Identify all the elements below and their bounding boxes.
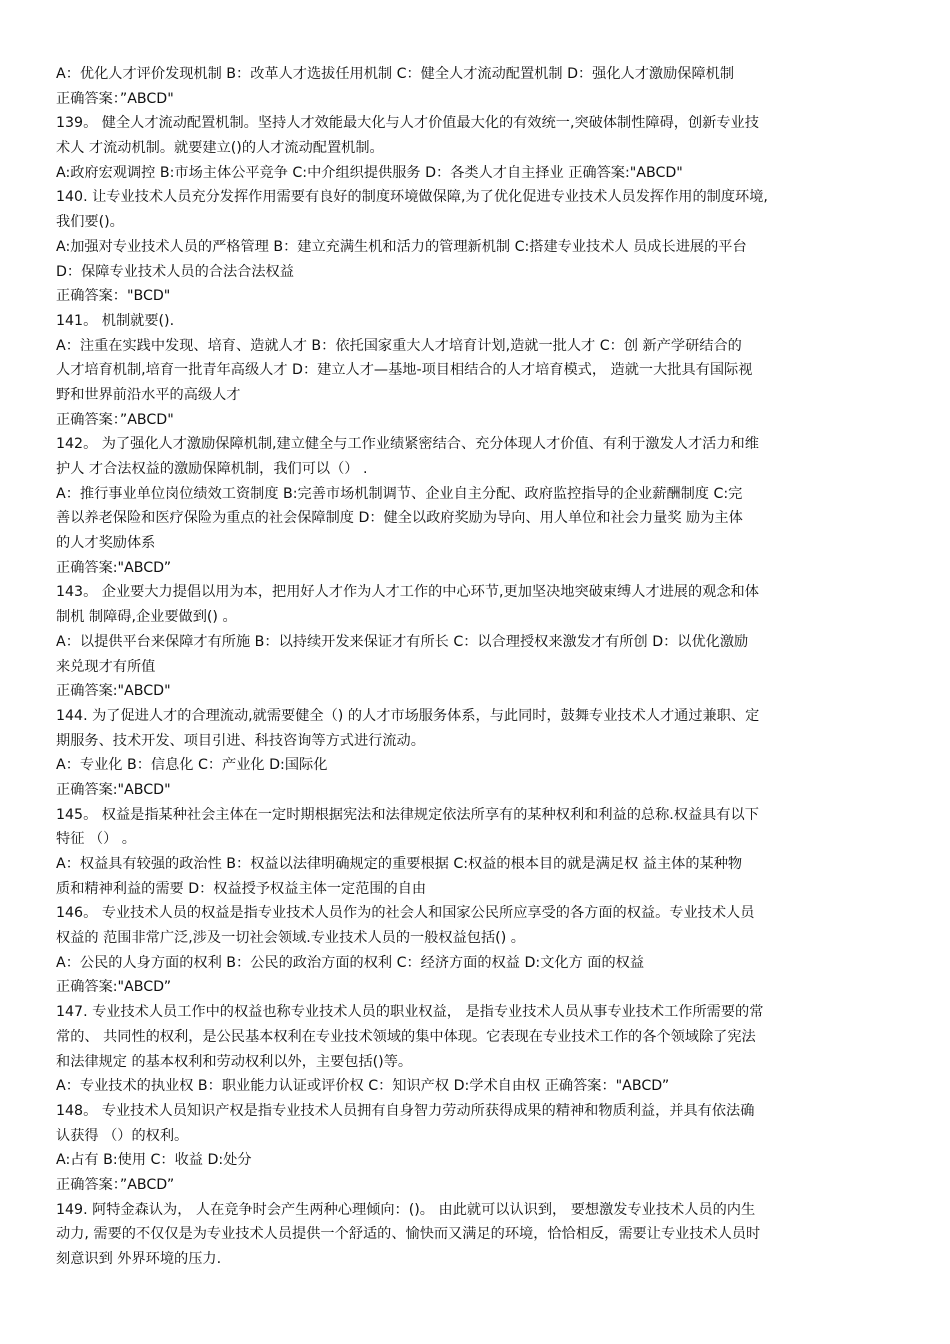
text-line: 正确答案："BCD" xyxy=(56,288,171,305)
text-line: A：注重在实践中发现、培育、造就人才 B：依托国家重大人才培育计划,造就一批人才 C：创 新产学研结合的 xyxy=(56,337,742,354)
text-line: 正确答案：”ABCD" xyxy=(56,411,174,428)
text-line: 人才培育机制,培育一批青年高级人才 D：建立人才—基地-项目相结合的人才培育模式， 造就一大批具有国际视 xyxy=(56,362,753,379)
text-line: 认获得 （）的权利。 xyxy=(56,1127,189,1144)
text-line: 145。 权益是指某种社会主体在一定时期根据宪法和法律规定依法所享有的某种权利和利益的总称.权益具有以下 xyxy=(56,806,759,823)
text-line: D：保障专业技术人员的合法合法权益 xyxy=(56,263,294,280)
text-line: A:加强对专业技术人员的严格管理 B：建立充满生机和活力的管理新机制 C:搭建专业技术人 员成长进展的平台 xyxy=(56,238,747,255)
text-line: 147. 专业技术人员工作中的权益也称专业技术人员的职业权益， 是指专业技术人员从事专业技术工作所需要的常 xyxy=(56,1004,764,1021)
text-line: 142。 为了强化人才激励保障机制,建立健全与工作业绩紧密结合、充分体现人才价值、有利于激发人才活力和维 xyxy=(56,436,759,453)
text-line: 特征 （） 。 xyxy=(56,831,136,848)
text-line: A：专业化 B：信息化 C：产业化 D:国际化 xyxy=(56,757,328,774)
text-line: A：以提供平台来保障才有所施 B：以持续开发来保证才有所长 C：以合理授权来激发才有所创 D：以优化激励 xyxy=(56,633,749,650)
text-line: 正确答案:"ABCD" xyxy=(56,683,171,700)
text-line: A：专业技术的执业权 B：职业能力认证或评价权 C：知识产权 D:学术自由权 正确答案："ABCD” xyxy=(56,1078,670,1095)
text-line: 护人 才合法权益的激励保障机制，我们可以（） . xyxy=(56,461,368,477)
text-line: 和法律规定 的基本权利和劳动权利以外，主要包括()等。 xyxy=(56,1053,413,1070)
text-line: 动力, 需要的不仅仅是为专业技术人员提供一个舒适的、愉快而又满足的环境，恰恰相反，需要让专业技术人员时 xyxy=(56,1226,761,1243)
text-line: 正确答案:"ABCD” xyxy=(56,979,172,996)
text-line: A：推行事业单位岗位绩效工资制度 B:完善市场机制调节、企业自主分配、政府监控指导的企业薪酬制度 C:完 xyxy=(56,485,743,502)
text-line: 来兑现才有所值 xyxy=(56,658,156,675)
text-line: A:占有 B:使用 C：收益 D:处分 xyxy=(56,1152,252,1169)
text-line: A：优化人才评价发现机制 B：改革人才选拔任用机制 C：健全人才流动配置机制 D：强化人才激励保障机制 xyxy=(56,66,735,82)
text-line: 141。 机制就要(). xyxy=(56,312,175,329)
text-line: 刻意识到 外界环境的压力. xyxy=(56,1251,222,1267)
text-line: 140. 让专业技术人员充分发挥作用需要有良好的制度环境做保障,为了优化促进专业技术人员发挥作用的制度环境, xyxy=(56,189,768,206)
text-line: 144. 为了促进人才的合理流动,就需要健全（) 的人才市场服务体系，与此同时，鼓舞专业技术人才通过兼职、定 xyxy=(56,707,760,724)
text-line: 正确答案:"ABCD” xyxy=(56,559,172,576)
text-line: A:政府宏观调控 B:市场主体公平竞争 C:中介组织提供服务 D：各类人才自主择业 正确答案:"ABCD" xyxy=(56,164,683,181)
text-line: 质和精神利益的需要 D：权益授予权益主体一定范围的自由 xyxy=(56,880,427,897)
text-line: 制机 制障碍,企业要做到() 。 xyxy=(56,609,237,626)
text-line: 148。 专业技术人员知识产权是指专业技术人员拥有自身智力劳动所获得成果的精神和物质利益，并具有依法确 xyxy=(56,1102,755,1119)
text-line: 143。 企业要大力提倡以用为本，把用好人才作为人才工作的中心环节,更加坚决地突破束缚人才进展的观念和体 xyxy=(56,584,759,601)
text-line: 146。 专业技术人员的权益是指专业技术人员作为的社会人和国家公民所应享受的各方面的权益。专业技术人员 xyxy=(56,905,755,922)
text-line: 139。 健全人才流动配置机制。坚持人才效能最大化与人才价值最大化的有效统一,突破体制性障碍，创新专业技 xyxy=(56,115,759,132)
text-line: 权益的 范围非常广泛,涉及一切社会领域.专业技术人员的一般权益包括() 。 xyxy=(56,930,525,947)
text-line: 期服务、技术开发、项目引进、科技咨询等方式进行流动。 xyxy=(56,732,425,749)
text-line: A：公民的人身方面的权利 B：公民的政治方面的权利 C：经济方面的权益 D:文化方 面的权益 xyxy=(56,954,645,971)
text-line: 正确答案：”ABCD" xyxy=(56,90,174,107)
document-page xyxy=(56,62,896,1272)
text-line: 的人才奖励体系 xyxy=(56,535,156,552)
text-line: 正确答案：”ABCD” xyxy=(56,1176,175,1193)
text-line: 常的、 共同性的权利，是公民基本权利在专业技术领域的集中体现。它表现在专业技术工作的各个领域除了宪法 xyxy=(56,1028,756,1045)
text-line: 正确答案:"ABCD" xyxy=(56,781,171,798)
text-line: 我们要()。 xyxy=(56,214,124,231)
text-line: 术人 才流动机制。就要建立()的人才流动配置机制。 xyxy=(56,140,384,157)
text-line: 野和世界前沿水平的高级人才 xyxy=(56,386,241,403)
text-line: 149. 阿特金森认为， 人在竞争时会产生两种心理倾向：()。 由此就可以认识到， 要想激发专业技术人员的内生 xyxy=(56,1201,756,1218)
text-line: 善以养老保险和医疗保险为重点的社会保障制度 D：健全以政府奖励为导向、用人单位和社会力量奖 励为主体 xyxy=(56,510,743,527)
text-line: A：权益具有较强的政治性 B：权益以法律明确规定的重要根据 C:权益的根本目的就是满足权 益主体的某种物 xyxy=(56,856,743,872)
